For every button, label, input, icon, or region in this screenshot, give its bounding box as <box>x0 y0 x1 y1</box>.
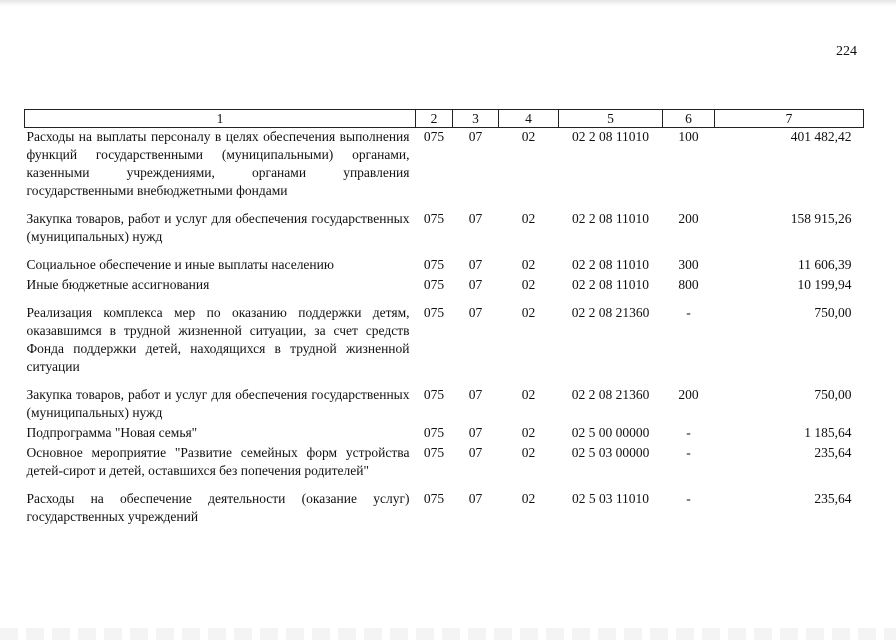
row-col-3: 07 <box>468 305 483 320</box>
header-col-6: 6 <box>663 110 715 128</box>
row-col-4: 02 <box>521 305 536 320</box>
row-amount: 158 915,26 <box>790 211 852 226</box>
row-name: Расходы на выплаты персоналу в целях обеспечения выполнения функций государственными (муниципальными) органами, казенными учреждениями, органами управления государственными внебюджетными фондами <box>26 129 410 198</box>
row-col-4: 02 <box>521 387 536 402</box>
row-col-3: 07 <box>468 445 483 460</box>
row-amount: 235,64 <box>814 445 852 460</box>
row-col-2: 075 <box>423 387 445 402</box>
row-col-4: 02 <box>521 491 536 506</box>
row-col-4: 02 <box>521 425 536 440</box>
row-col-2: 075 <box>423 425 445 440</box>
header-row <box>25 110 864 128</box>
row-name: Основное мероприятие "Развитие семейных форм устройства детей-сирот и детей, оставшихся без попечения родителей" <box>26 445 410 478</box>
row-col-6: - <box>686 445 691 460</box>
row-col-2: 075 <box>423 445 445 460</box>
table-row <box>25 304 864 386</box>
row-col-3: 07 <box>468 211 483 226</box>
row-col-6: 300 <box>678 257 699 272</box>
table-row <box>25 128 864 211</box>
header-col-7: 7 <box>715 110 864 128</box>
row-col-2: 075 <box>423 129 445 144</box>
header-col-4: 4 <box>499 110 559 128</box>
row-col-6: - <box>686 491 691 506</box>
row-col-4: 02 <box>521 257 536 272</box>
row-col-6: 100 <box>678 129 699 144</box>
row-col-5: 02 5 03 11010 <box>571 491 650 506</box>
row-amount: 235,64 <box>814 491 852 506</box>
row-amount: 750,00 <box>814 305 852 320</box>
row-col-5: 02 5 03 00000 <box>571 445 650 460</box>
table-row <box>25 444 864 490</box>
row-amount: 401 482,42 <box>790 129 852 144</box>
row-name: Закупка товаров, работ и услуг для обеспечения государственных (муниципальных) нужд <box>26 211 410 244</box>
table-row <box>25 256 864 276</box>
row-col-2: 075 <box>423 211 445 226</box>
row-col-4: 02 <box>521 129 536 144</box>
row-name: Расходы на обеспечение деятельности (оказание услуг) государственных учреждений <box>26 491 410 524</box>
table-row <box>25 210 864 256</box>
row-col-4: 02 <box>521 211 536 226</box>
row-col-6: 800 <box>678 277 699 292</box>
row-col-5: 02 2 08 11010 <box>571 129 650 144</box>
row-name: Социальное обеспечение и иные выплаты населению <box>26 257 334 272</box>
table-row <box>25 490 864 536</box>
row-col-5: 02 2 08 21360 <box>571 387 650 402</box>
row-col-2: 075 <box>423 277 445 292</box>
row-name: Иные бюджетные ассигнования <box>26 277 210 292</box>
row-name: Подпрограмма "Новая семья" <box>26 425 198 440</box>
row-col-2: 075 <box>423 305 445 320</box>
row-col-3: 07 <box>468 491 483 506</box>
row-col-5: 02 5 00 00000 <box>571 425 650 440</box>
row-name: Закупка товаров, работ и услуг для обеспечения государственных (муниципальных) нужд <box>26 387 410 420</box>
row-col-3: 07 <box>468 257 483 272</box>
row-col-5: 02 2 08 11010 <box>571 257 650 272</box>
page-number: 224 <box>836 44 857 59</box>
header-col-2: 2 <box>416 110 453 128</box>
row-amount: 1 185,64 <box>804 425 852 440</box>
row-amount: 750,00 <box>814 387 852 402</box>
header-col-3: 3 <box>453 110 499 128</box>
row-col-5: 02 2 08 11010 <box>571 277 650 292</box>
scan-edge-bottom <box>0 628 896 640</box>
budget-table <box>24 109 864 536</box>
row-col-3: 07 <box>468 425 483 440</box>
row-col-3: 07 <box>468 387 483 402</box>
header-col-5: 5 <box>559 110 663 128</box>
table-row <box>25 276 864 304</box>
row-col-4: 02 <box>521 277 536 292</box>
row-col-6: 200 <box>678 387 699 402</box>
row-col-3: 07 <box>468 277 483 292</box>
row-col-3: 07 <box>468 129 483 144</box>
row-col-6: - <box>686 305 691 320</box>
row-amount: 10 199,94 <box>797 277 852 292</box>
row-col-5: 02 2 08 21360 <box>571 305 650 320</box>
row-col-6: - <box>686 425 691 440</box>
row-amount: 11 606,39 <box>798 257 852 272</box>
table-row <box>25 424 864 444</box>
row-col-2: 075 <box>423 257 445 272</box>
row-col-2: 075 <box>423 491 445 506</box>
table-row <box>25 386 864 424</box>
row-name: Реализация комплекса мер по оказанию поддержки детям, оказавшимся в трудной жизненной ситуации, за счет средств Фонда поддержки детей, находящихся в трудной жизненной ситуации <box>26 305 410 374</box>
row-col-4: 02 <box>521 445 536 460</box>
row-col-5: 02 2 08 11010 <box>571 211 650 226</box>
scan-edge-top <box>0 0 896 6</box>
row-col-6: 200 <box>678 211 699 226</box>
header-col-1: 1 <box>25 110 416 128</box>
